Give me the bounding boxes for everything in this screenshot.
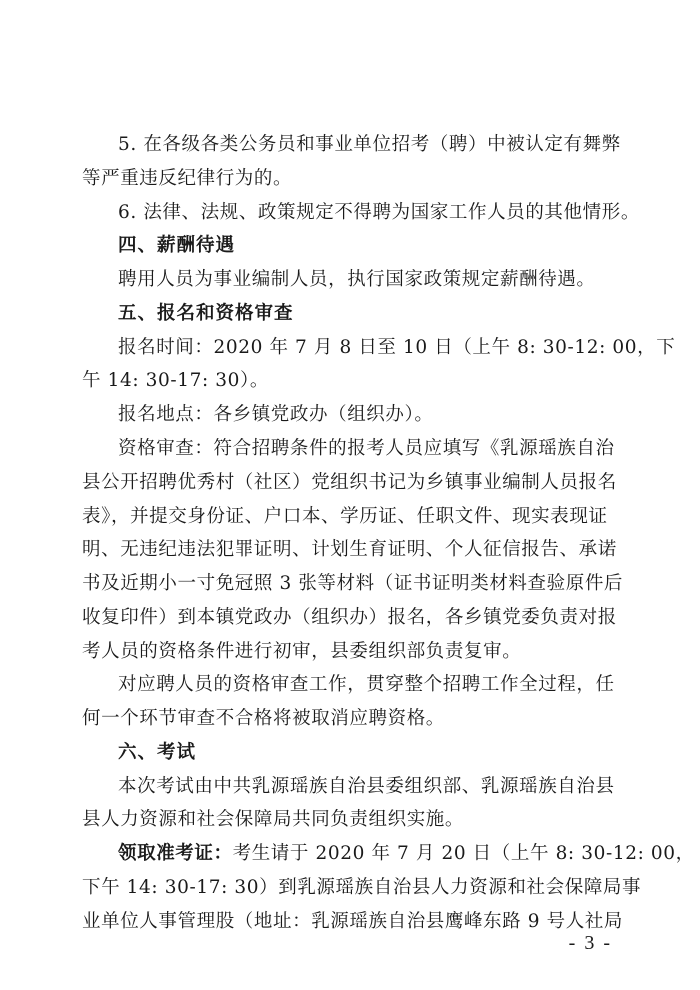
text-line: 书及近期小一寸免冠照 3 张等材料（证书证明类材料查验原件后 bbox=[82, 573, 624, 594]
section-heading: 六、考试 bbox=[118, 742, 197, 763]
text-line: 表》，并提交身份证、户口本、学历证、任职文件、现实表现证 bbox=[82, 506, 608, 527]
text-line: 等严重违反纪律行为的。 bbox=[82, 168, 293, 189]
text-line: 5. 在各级各类公务员和事业单位招考（聘）中被认定有舞弊 bbox=[118, 134, 621, 155]
ticket-label: 领取准考证： bbox=[118, 843, 233, 864]
text-line: 资格审查：符合招聘条件的报考人员应填写《乳源瑶族自治 bbox=[118, 438, 615, 459]
text-line bbox=[118, 842, 695, 866]
text-line: 6. 法律、法规、政策规定不得聘为国家工作人员的其他情形。 bbox=[118, 202, 640, 223]
ticket-text: 考生请于 2020 年 7 月 20 日（上午 8: 30-12: 00， bbox=[232, 843, 695, 864]
text-line: 报名地点：各乡镇党政办（组织办）。 bbox=[118, 404, 434, 425]
text-line: 报名时间：2020 年 7 月 8 日至 10 日（上午 8: 30-12: 00，下 bbox=[118, 337, 676, 358]
text-line: 收复印件）到本镇党政办（组织办）报名，各乡镇党委负责对报 bbox=[82, 607, 617, 628]
text-line: 本次考试由中共乳源瑶族自治县委组织部、乳源瑶族自治县 bbox=[118, 776, 615, 797]
text-line: 何一个环节审查不合格将被取消应聘资格。 bbox=[82, 708, 445, 729]
text-line: 对应聘人员的资格审查工作，贯穿整个招聘工作全过程，任 bbox=[118, 674, 615, 695]
text-line: 明、无违纪违法犯罪证明、计划生育证明、个人征信报告、承诺 bbox=[82, 539, 617, 560]
text-line: 下午 14: 30-17: 30）到乳源瑶族自治县人力资源和社会保障局事 bbox=[82, 877, 642, 898]
text-line: 县公开招聘优秀村（社区）党组织书记为乡镇事业编制人员报名 bbox=[82, 472, 617, 493]
section-heading: 五、报名和资格审查 bbox=[118, 303, 294, 324]
text-line: 聘用人员为事业编制人员，执行国家政策规定薪酬待遇。 bbox=[118, 269, 596, 290]
text-line: 午 14: 30-17: 30）。 bbox=[82, 370, 269, 391]
text-line: 业单位人事管理股（地址：乳源瑶族自治县鹰峰东路 9 号人社局 bbox=[82, 911, 624, 932]
page-number: - 3 - bbox=[568, 932, 612, 954]
section-heading: 四、薪酬待遇 bbox=[118, 235, 236, 256]
text-line: 县人力资源和社会保障局共同负责组织实施。 bbox=[82, 809, 465, 830]
text-line: 考人员的资格条件进行初审，县委组织部负责复审。 bbox=[82, 641, 522, 662]
